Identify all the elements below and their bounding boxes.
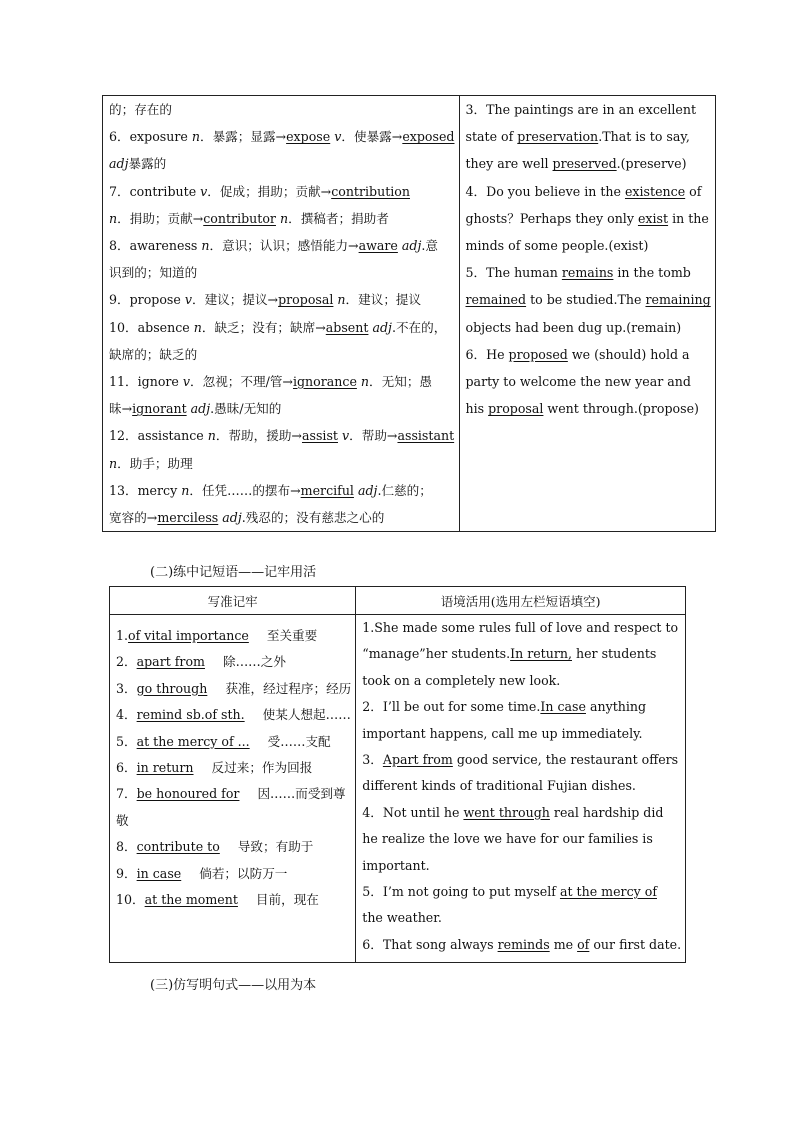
line-text: 4．Do you believe in the [465,183,625,199]
line-text: “manage”her students. [362,646,511,662]
answer-text: expose [286,129,331,145]
line-text: good service, the restaurant offers [452,752,679,768]
line-text: ．无知；愚 [369,374,433,390]
line-text: 13．mercy [109,482,182,498]
line-text: of [685,183,702,199]
phrase-table-left-header: 写准记牢 [110,587,356,615]
vocab-line [109,286,455,313]
vocab-line [109,178,455,205]
answer-text: of [577,936,590,952]
phrase-item [116,834,351,860]
part-of-speech: v [182,374,191,390]
answer-text: preservation [517,129,599,145]
phrase-item [116,729,351,755]
phrase-item [116,702,351,728]
phrase-item [116,887,351,913]
part-of-speech: n [201,238,210,254]
line-text: .愚昧/无知的 [210,401,282,417]
exercise-line [466,368,711,395]
answer-text: In case [540,699,586,715]
line-text: ．撰稿者；捐助者 [288,210,389,226]
answer-text: contributor [203,210,276,226]
vocab-line [109,504,455,531]
part-of-speech: n [193,319,202,335]
part-of-speech: n [337,292,346,308]
answer-text: proposal [278,292,334,308]
line-text: in the [668,210,709,226]
exercise-line [466,96,711,123]
answer-text: Apart from [382,752,453,768]
line-text: we (should) hold a [567,346,690,362]
sentence-line [362,826,681,852]
vocab-line [109,368,455,395]
line-text: ．意识；认识；感悟能力→ [209,238,359,254]
sentence-line [362,773,681,799]
exercise-line [466,205,711,232]
answer-text: remains [561,265,614,281]
line-text: 7．contribute [109,183,201,199]
part-of-speech: n [109,455,118,471]
line-text: 6．He [465,346,509,362]
phrase-meaning: 除……之外 [222,654,286,670]
vocab-line [109,96,455,123]
phrase-number: 10． [116,892,145,908]
line-text: ．帮助→ [349,428,398,444]
sentence-line [362,668,681,694]
part-of-speech: adj [190,401,211,417]
part-of-speech: n [181,482,190,498]
phrase-item [116,623,351,649]
phrase-item [116,649,351,675]
answer-text: exposed [402,129,455,145]
line-text: they are well [465,156,553,172]
answer-text: absent [325,319,369,335]
phrase-answer: apart from [136,654,205,670]
phrase-answer: remind sb.of sth. [136,707,245,723]
line-text: 暴露的 [128,156,167,172]
line-text: ．使暴露→ [341,129,403,145]
line-text: 4．Not until he [362,804,464,820]
answer-text: at the mercy of [559,884,657,900]
part-of-speech: v [184,292,192,308]
line-text: ．助手；助理 [117,455,193,471]
line-text: different kinds of traditional Fujian dishes. [362,778,636,794]
phrase-item [116,808,351,834]
line-text: 昧→ [109,401,133,417]
sentence-line [362,641,681,667]
line-text: me [549,936,578,952]
vocab-line [109,395,455,422]
part-of-speech: v [342,428,350,444]
line-text: .残忍的；没有慈悲之心的 [241,510,385,526]
line-text: state of [465,129,518,145]
exercise-line [466,178,711,205]
vocab-line [109,314,455,341]
sentence-line [362,932,681,958]
line-text: minds of some people.(exist) [465,238,649,254]
phrase-meaning: 使某人想起…… [262,707,351,723]
phrase-answer: at the mercy of ... [136,733,250,749]
exercise-line [466,123,711,150]
phrase-answer: be honoured for [136,786,240,802]
line-text: he realize the love we have for our families is [362,831,653,847]
part-of-speech: n [279,210,289,226]
answer-text: In return, [510,646,572,662]
part-of-speech: adj [222,510,242,526]
sentence-line [362,721,681,747]
line-text: in the tomb [613,265,691,281]
line-text: ．忽视；不理/管→ [190,374,293,390]
phrase-number: 4． [116,707,137,723]
answer-text: ignorant [132,401,187,417]
vocab-word-family-column [103,96,460,532]
phrase-sentence-column [356,615,686,963]
answer-text: preserved [552,156,617,172]
vocab-line [109,477,455,504]
line-text: ．任凭……的摆布→ [189,482,301,498]
phrase-answer: in case [136,865,182,881]
exercise-line [466,341,711,368]
part-of-speech: adj [372,319,392,335]
phrase-meaning: 敬 [116,812,129,828]
line-text: .意 [421,238,438,254]
answer-text: ignorance [292,374,357,390]
sentence-line [362,694,681,720]
line-text: 3．The paintings are in an excellent [465,102,697,117]
answer-text: remaining [645,292,711,308]
section-3-heading: (三)仿写明句式——以用为本 [150,978,317,993]
phrase-answer: in return [136,760,194,776]
line-text: 9．propose [109,292,185,308]
phrase-number: 2． [116,654,137,670]
phrase-number: 9． [116,865,137,881]
line-text: 6．That song always [362,936,498,952]
sentence-line [362,879,681,905]
part-of-speech: n [360,374,370,390]
phrase-number: 1. [116,628,129,643]
vocab-line [109,205,455,232]
line-text: his [465,401,489,417]
answer-text: merciless [157,510,219,526]
phrase-number: 6． [116,760,137,776]
phrase-answer: go through [136,680,208,696]
line-text: our first date. [589,936,682,952]
vocab-table [102,95,716,532]
vocab-line [109,450,455,477]
phrase-table-right-header: 语境活用(选用左栏短语填空) [356,587,686,615]
line-text: important. [362,857,430,873]
vocab-exercise-column [459,96,715,532]
answer-text: assistant [397,428,455,444]
phrase-item [116,781,351,807]
exercise-line [466,314,711,341]
line-text: 1.She made some rules full of love and respect to [362,620,679,635]
phrase-answer: contribute to [136,839,220,855]
exercise-line [466,150,711,177]
answer-text: existence [624,183,686,199]
answer-text: aware [358,238,398,254]
line-text: 5．The human [465,265,562,281]
answer-text: proposal [488,401,544,417]
exercise-line [466,286,711,313]
answer-text: assist [301,428,338,444]
sentence-line [362,800,681,826]
exercise-line [466,259,711,286]
vocab-line [109,259,455,286]
section-2-heading: (二)练中记短语——记牢用活 [150,565,317,580]
line-text: 的；存在的 [109,102,172,117]
part-of-speech: n [207,428,216,444]
answer-text: contribution [331,183,410,199]
phrase-meaning: 受……支配 [267,733,331,749]
phrase-meaning: 倘若；以防万一 [199,865,288,881]
part-of-speech: v [334,129,342,145]
line-text: ．建议；提议→ [191,292,279,308]
line-text: anything [585,699,647,715]
exercise-line [466,395,711,422]
phrase-number: 5． [116,733,137,749]
line-text: ．缺乏；没有；缺席→ [201,319,326,335]
phrase-meaning: 至关重要 [266,628,318,643]
answer-text: proposed [508,346,568,362]
phrase-meaning: 目前，现在 [255,892,319,908]
phrase-meaning: 导致；有助于 [237,839,314,855]
line-text: the weather. [362,910,442,926]
line-text: ghosts？Perhaps they only [465,210,638,226]
part-of-speech: adj [357,482,378,498]
part-of-speech: adj [401,238,422,254]
line-text: .(preserve) [616,156,687,172]
vocab-line [109,341,455,368]
phrase-answer: at the moment [144,892,238,908]
line-text: .仁慈的； [377,482,432,498]
part-of-speech: n [191,129,200,145]
vocab-line [109,232,455,259]
line-text: objects had been dug up.(remain) [465,319,682,335]
phrase-item [116,676,351,702]
answer-text: exist [637,210,669,226]
vocab-line [109,422,455,449]
line-text: important happens, call me up immediately. [362,725,643,741]
phrase-number: 8． [116,839,137,855]
line-text: real hardship did [549,804,664,820]
line-text: .不在的， [391,319,447,335]
line-text: 8．awareness [109,238,202,254]
line-text: 10．absence [109,319,194,335]
vocab-line [109,150,455,177]
line-text: went through.(propose) [543,401,699,417]
line-text: 2．I’ll be out for some time. [362,699,541,715]
phrase-number: 3． [116,680,137,696]
phrase-item [116,755,351,781]
phrase-answer: of vital importance [128,628,249,643]
sentence-line [362,747,681,773]
line-text: 缺席的；缺乏的 [109,346,198,362]
line-text: her students [571,646,657,662]
line-text: ．捐助；贡献→ [117,210,204,226]
line-text: 识到的；知道的 [109,265,198,281]
phrase-number: 7． [116,786,137,802]
line-text: 3． [362,752,383,768]
phrase-list-column [110,615,356,963]
line-text: 6．exposure [109,129,192,145]
sentence-line [362,615,681,641]
answer-text: merciful [300,482,354,498]
phrase-meaning: 因……而受到尊 [257,786,346,802]
sentence-line [362,905,681,931]
line-text: party to welcome the new year and [465,374,691,390]
sentence-line [362,853,681,879]
part-of-speech: v [200,183,208,199]
line-text: ．暴露；显露→ [199,129,287,145]
line-text: ．帮助，援助→ [215,428,302,444]
line-text: ．建议；提议 [345,292,422,308]
line-text: to be studied.The [526,292,646,308]
answer-text: remained [465,292,527,308]
phrase-item [116,861,351,887]
answer-text: reminds [497,936,550,952]
answer-text: went through [463,804,550,820]
line-text: 5．I’m not going to put myself [362,884,560,900]
part-of-speech: adj [109,156,129,172]
line-text: ．促成；捐助；贡献→ [207,183,332,199]
line-text: 11．ignore [109,374,183,390]
line-text: 12．assistance [109,428,208,444]
part-of-speech: n [109,210,118,226]
exercise-line [466,232,711,259]
vocab-line [109,123,455,150]
line-text: 宽容的→ [109,510,158,526]
line-text: .That is to say, [598,129,690,145]
phrase-meaning: 获准，经过程序；经历 [225,680,352,696]
line-text: took on a completely new look. [362,672,561,688]
phrase-meaning: 反过来；作为回报 [211,760,313,776]
phrase-table [109,586,686,963]
